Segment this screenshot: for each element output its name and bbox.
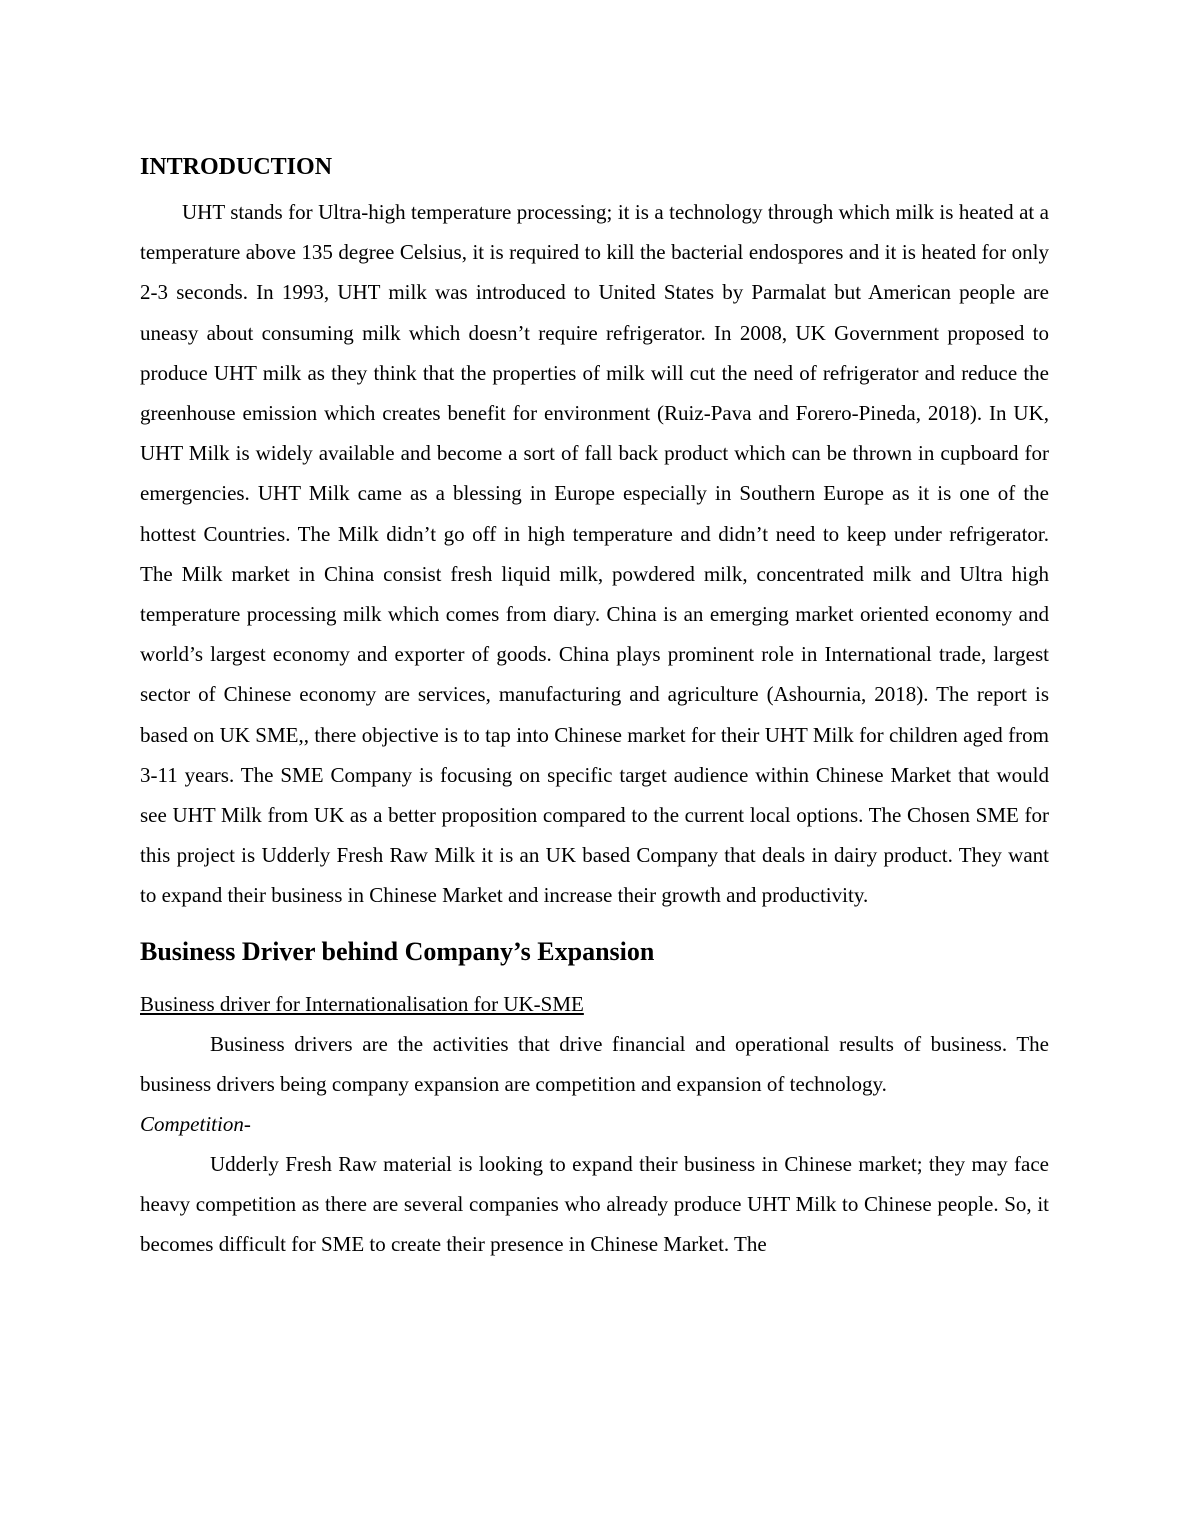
- introduction-heading: INTRODUCTION: [140, 154, 333, 180]
- competition-paragraph: Udderly Fresh Raw material is looking to expand their business in Chinese market; they may face heavy competition as there are several companies who already produce UHT Milk to Chinese people. So, it becomes difficult for SME to create their presence in Chinese Market. The: [140, 1152, 1049, 1257]
- document-page: [140, 150, 1049, 1265]
- business-driver-heading: Business Driver behind Company’s Expansion: [140, 936, 655, 966]
- competition-label: Competition-: [140, 1112, 251, 1137]
- business-driver-subheading: Business driver for Internationalisation for UK-SME: [140, 991, 584, 1016]
- introduction-paragraph: UHT stands for Ultra-high temperature processing; it is a technology through which milk is heated at a temperature above 135 degree Celsius, it is required to kill the bacterial endospores and it is heated for only 2-3 seconds. In 1993, UHT milk was introduced to United States by Parmalat but American people are uneasy about consuming milk which doesn’t require refrigerator. In 2008, UK Government proposed to produce UHT milk as they think that the properties of milk will cut the need of refrigerator and reduce the greenhouse emission which creates benefit for environment (Ruiz-Pava and Forero-Pineda, 2018). In UK, UHT Milk is widely available and become a sort of fall back product which can be thrown in cupboard for emergencies. UHT Milk came as a blessing in Europe especially in Southern Europe as it is one of the hottest Countries. The Milk didn’t go off in high temperature and didn’t need to keep under refrigerator. The Milk market in China consist fresh liquid milk, powdered milk, concentrated milk and Ultra high temperature processing milk which comes from diary. China is an emerging market oriented economy and world’s largest economy and exporter of goods. China plays prominent role in International trade, largest sector of Chinese economy are services, manufacturing and agriculture (Ashournia, 2018). The report is based on UK SME,, there objective is to tap into Chinese market for their UHT Milk for children aged from 3-11 years. The SME Company is focusing on specific target audience within Chinese Market that would see UHT Milk from UK as a better proposition compared to the current local options. The Chosen SME for this project is Udderly Fresh Raw Milk it is an UK based Company that deals in dairy product. They want to expand their business in Chinese Market and increase their growth and productivity.: [140, 200, 1049, 908]
- business-driver-paragraph: Business drivers are the activities that drive financial and operational results of business. The business drivers being company expansion are competition and expansion of technology.: [140, 1031, 1049, 1096]
